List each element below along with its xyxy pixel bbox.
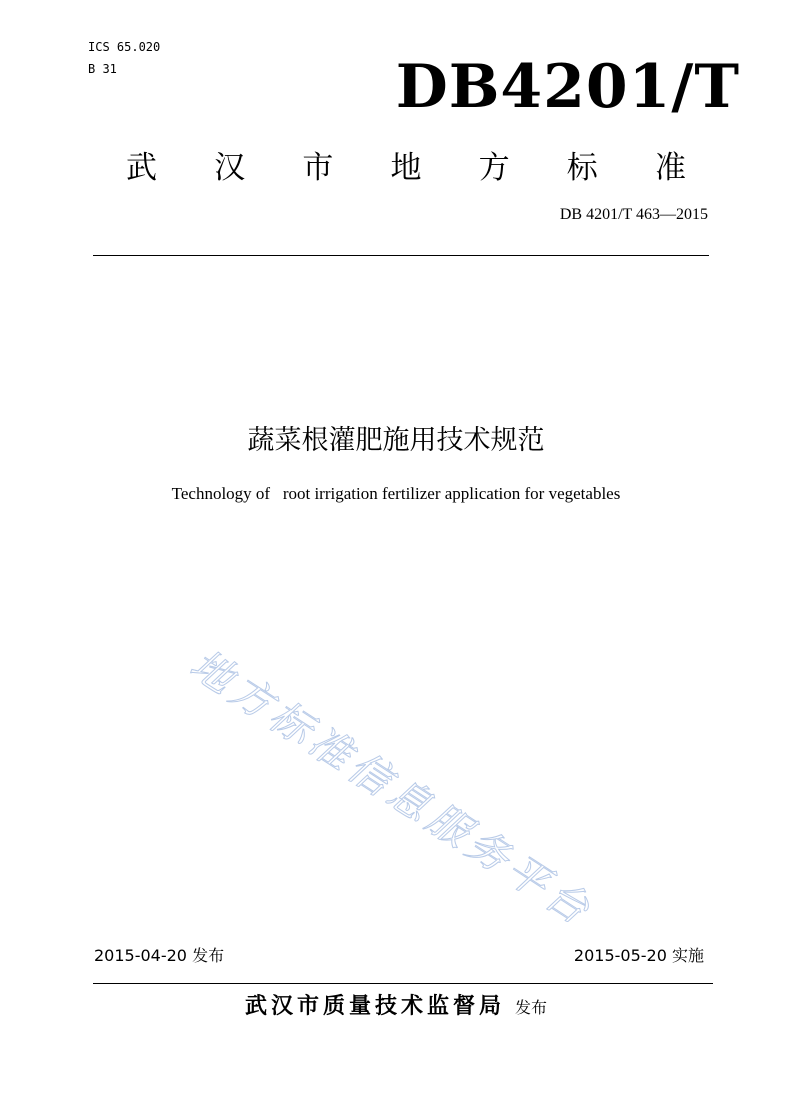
title-english: Technology of root irrigation fertilizer application for vegetables <box>171 484 621 503</box>
implementation-date: 2015-05-20 实施 <box>573 946 704 965</box>
standard-code-header: DB4201/T <box>395 52 740 122</box>
standard-kind <box>126 148 686 188</box>
issue-date: 2015-04-20 发布 <box>94 946 225 965</box>
standard-kind-char: 市 <box>302 150 334 186</box>
ccs-code: B 31 <box>88 62 117 76</box>
issuer-line <box>0 990 792 1025</box>
ics-code: ICS 65.020 <box>88 40 161 54</box>
title-chinese: 蔬菜根灌肥施用技术规范 <box>247 425 545 456</box>
standard-kind-char: 标 <box>566 150 598 186</box>
standard-kind-char: 汉 <box>214 150 246 186</box>
watermark: 地方标准信息服务平台 <box>181 640 603 937</box>
standard-kind-char: 准 <box>654 150 686 186</box>
standard-kind-char: 方 <box>478 150 510 186</box>
issuer-suffix: 发布 <box>515 998 548 1017</box>
standard-number: DB 4201/T 463—2015 <box>559 206 708 223</box>
bottom-divider <box>93 983 713 984</box>
standard-kind-char: 地 <box>390 150 422 186</box>
issuer-name: 武汉市质量技术监督局 <box>244 994 505 1019</box>
standard-kind-char: 武 <box>126 150 157 186</box>
top-divider <box>93 255 709 256</box>
